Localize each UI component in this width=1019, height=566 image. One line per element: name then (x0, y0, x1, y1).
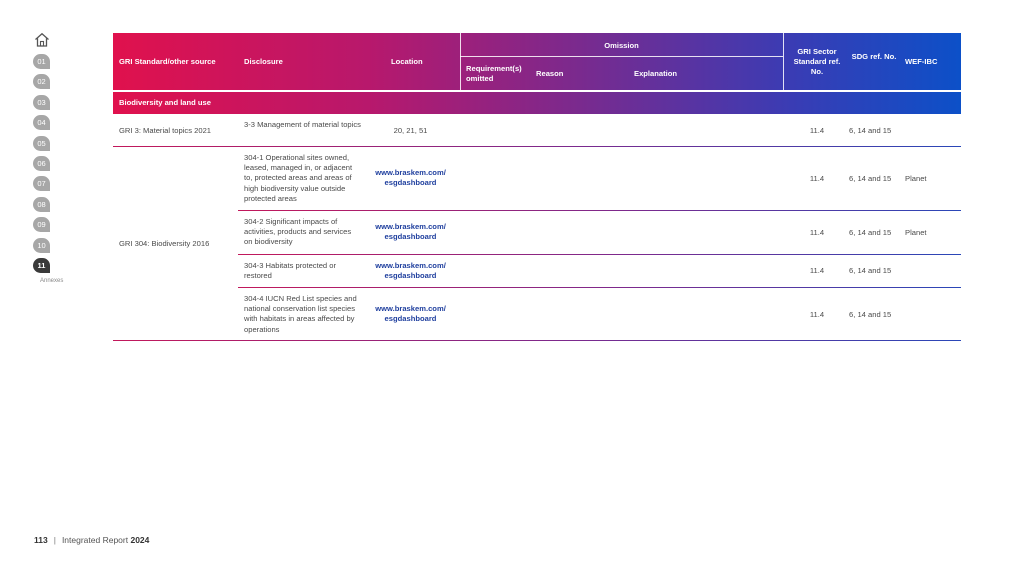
page-number: 113 (34, 535, 48, 545)
page-footer (34, 535, 149, 545)
cell-sector: 11.4 (809, 126, 825, 135)
cell-sdg: 6, 14 and 15 (849, 174, 892, 183)
nav-item-09[interactable]: 09 (33, 217, 50, 232)
table-row (113, 114, 961, 147)
cell-disclosure: 304-2 Significant impacts of activities, products and services on biodiversity (244, 217, 352, 247)
cell-sdg: 6, 14 and 15 (849, 266, 892, 275)
nav-item-06[interactable]: 06 (33, 156, 50, 171)
header-disclosure: Disclosure (244, 57, 283, 66)
footer-separator: | (53, 535, 56, 545)
header-sector: GRI Sector Standard ref. No. (793, 47, 841, 76)
header-reason: Reason (536, 69, 564, 78)
header-divider (783, 33, 784, 90)
nav-item-03[interactable]: 03 (33, 95, 50, 110)
table-row (113, 211, 961, 255)
cell-wef: Planet (905, 174, 927, 183)
report-title: Integrated Report (61, 535, 129, 545)
link-esg-dashboard[interactable]: www.braskem.com/ esgdashboard (375, 261, 446, 281)
cell-standard: GRI 304: Biodiversity 2016 (119, 239, 210, 248)
cell-sdg: 6, 14 and 15 (849, 310, 892, 319)
cell-sdg: 6, 14 and 15 (849, 126, 892, 135)
row-group (113, 147, 961, 341)
nav-item-10[interactable]: 10 (33, 238, 50, 253)
report-year: 2024 (130, 535, 150, 545)
section-title: Biodiversity and land use (113, 92, 961, 114)
header-sdg: SDG ref. No. (851, 52, 897, 61)
chapter-navigation (33, 54, 51, 278)
link-esg-dashboard[interactable]: www.braskem.com/ esgdashboard (375, 168, 446, 188)
cell-location: 20, 21, 51 (393, 126, 428, 135)
nav-item-01[interactable]: 01 (33, 54, 50, 69)
nav-item-04[interactable]: 04 (33, 115, 50, 130)
nav-item-05[interactable]: 05 (33, 136, 50, 151)
nav-item-11[interactable]: 11 (33, 258, 50, 273)
nav-item-07[interactable]: 07 (33, 176, 50, 191)
link-esg-dashboard[interactable]: www.braskem.com/ esgdashboard (375, 222, 446, 242)
table-row (113, 288, 961, 341)
cell-disclosure: 304-1 Operational sites owned, leased, managed in, or adjacent to, protected areas and areas of high biodiversity value outside protected areas (244, 153, 353, 203)
cell-sector: 11.4 (809, 174, 825, 183)
header-requirements: Requirement(s) omitted (466, 64, 522, 83)
header-explanation: Explanation (634, 69, 678, 78)
table-row (113, 147, 961, 211)
cell-standard: GRI 3: Material topics 2021 (119, 126, 212, 135)
header-location: Location (391, 57, 423, 66)
header-wef: WEF-IBC (905, 57, 938, 66)
table-row (113, 255, 961, 288)
nav-annex-label: Annexes (40, 278, 64, 284)
nav-item-08[interactable]: 08 (33, 197, 50, 212)
cell-disclosure: 3-3 Management of material topics (244, 120, 361, 129)
header-standard: GRI Standard/other source (119, 57, 216, 66)
cell-wef: Planet (905, 228, 927, 237)
cell-sdg: 6, 14 and 15 (849, 228, 892, 237)
header-omission: Omission (604, 41, 639, 50)
cell-sector: 11.4 (809, 310, 825, 319)
cell-disclosure: 304-4 IUCN Red List species and national conservation list species with habitats in areas affected by operations (244, 294, 357, 334)
cell-sector: 11.4 (809, 266, 825, 275)
nav-item-02[interactable]: 02 (33, 74, 50, 89)
table-header (113, 33, 961, 90)
header-divider (460, 56, 783, 57)
home-icon[interactable] (34, 32, 50, 48)
cell-sector: 11.4 (809, 228, 825, 237)
gri-content-table (113, 33, 961, 341)
cell-disclosure: 304-3 Habitats protected or restored (244, 261, 337, 281)
row-divider (113, 340, 961, 342)
link-esg-dashboard[interactable]: www.braskem.com/ esgdashboard (375, 304, 446, 324)
